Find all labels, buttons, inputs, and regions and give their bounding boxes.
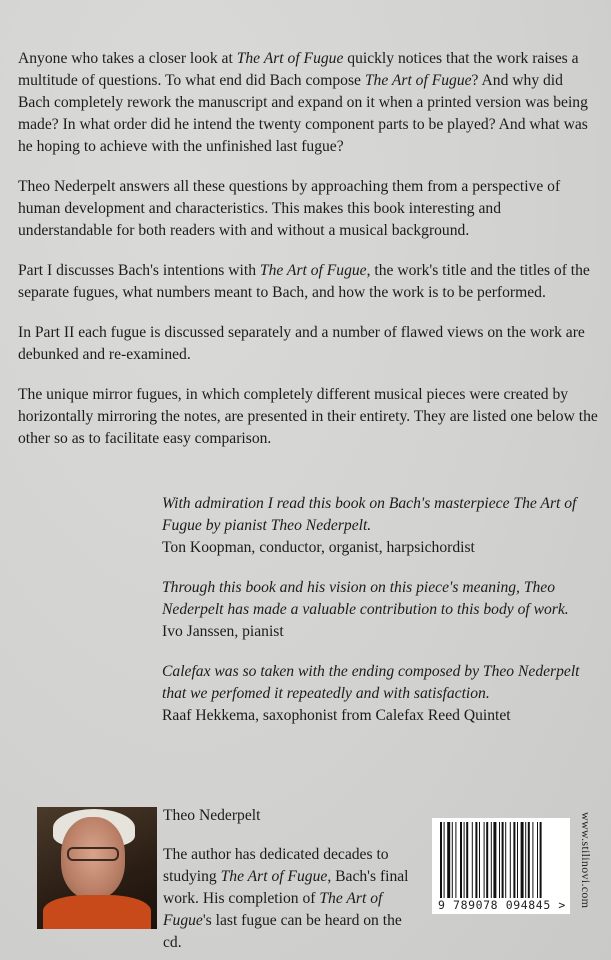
- author-name: Theo Nederpelt: [163, 807, 261, 824]
- barcode-bar: [491, 822, 492, 898]
- barcode-bar: [499, 822, 500, 898]
- barcode-bar: [525, 822, 526, 898]
- barcode-bar: [460, 822, 462, 898]
- blurb-paragraph: [18, 176, 598, 242]
- barcode-bar: [479, 822, 480, 898]
- text-segment: , Bach's final work. His completion of: [163, 868, 409, 907]
- text-segment: The unique mirror fugues, in which completely different musical pieces were created by horizontally mirroring the notes, are presented in their entirety. They are listed one below the other so as to facilitate easy comparison.: [18, 386, 598, 447]
- blurb-paragraph: [18, 260, 598, 304]
- text-segment: In Part II each fugue is discussed separately and a number of flawed views on the work are debunked and re-examined.: [18, 324, 585, 363]
- barcode-bar: [486, 822, 488, 898]
- barcode-bar: [464, 822, 465, 898]
- barcode-bars: [440, 822, 562, 898]
- quote-attribution: Raaf Hekkema, saxophonist from Calefax Reed Quintet: [162, 707, 511, 724]
- barcode-bar: [532, 822, 533, 898]
- barcode-bar: [505, 822, 506, 898]
- book-title-italic: The Art of Fugue: [220, 868, 328, 885]
- quote-attribution: Ton Koopman, conductor, organist, harpsichordist: [162, 539, 475, 556]
- isbn-digits: 9 789078 094845 >: [438, 898, 566, 912]
- text-segment: ? And why did Bach completely rework the manuscript and expand on it when a printed version was being made? In what order did he intend the twenty component parts to be played? And what was he hoping to achieve with the unfinished last fugue?: [18, 72, 588, 155]
- barcode-bar: [472, 822, 473, 898]
- barcode-bar: [502, 822, 504, 898]
- author-photo: [37, 807, 157, 929]
- barcode-bar: [440, 822, 442, 898]
- text-segment: 's last fugue can be heard on the cd.: [163, 912, 402, 951]
- barcode-bar: [521, 822, 524, 898]
- barcode-bar: [452, 822, 453, 898]
- barcode-bar: [513, 822, 515, 898]
- blurb-text: [18, 48, 598, 468]
- text-segment: , the work's title and the titles of the separate fugues, what numbers meant to Bach, and how the work is to be performed.: [18, 262, 590, 301]
- endorsement-quote: [162, 493, 592, 559]
- barcode-bar: [484, 822, 485, 898]
- barcode-bar: [447, 822, 450, 898]
- endorsement-quotes: [162, 493, 592, 745]
- barcode-bar: [444, 822, 445, 898]
- quote-text: With admiration I read this book on Bach's masterpiece The Art of Fugue by pianist Theo Nederpelt.: [162, 495, 577, 534]
- book-title-italic: The Art of Fugue: [163, 890, 383, 929]
- blurb-paragraph: [18, 322, 598, 366]
- book-title-italic: The Art of Fugue: [259, 262, 367, 279]
- blurb-paragraph: [18, 48, 598, 158]
- barcode-bar: [537, 822, 538, 898]
- barcode-bar: [540, 822, 542, 898]
- text-segment: quickly notices that the work raises a multitude of questions. To what end did Bach compose: [18, 50, 579, 89]
- endorsement-quote: [162, 661, 592, 727]
- barcode-bar: [455, 822, 456, 898]
- author-bio: [163, 844, 415, 954]
- barcode-bar: [510, 822, 511, 898]
- quote-text: Through this book and his vision on this piece's meaning, Theo Nederpelt has made a valuable contribution to this body of work.: [162, 579, 569, 618]
- text-segment: The author has dedicated decades to studying: [163, 846, 389, 885]
- book-title-italic: The Art of Fugue: [364, 72, 472, 89]
- endorsement-quote: [162, 577, 592, 643]
- quote-attribution: Ivo Janssen, pianist: [162, 623, 284, 640]
- text-segment: Anyone who takes a closer look at: [18, 50, 237, 67]
- barcode-bar: [466, 822, 468, 898]
- author-photo-shirt: [43, 895, 151, 929]
- quote-text: Calefax was so taken with the ending composed by Theo Nederpelt that we perfomed it repeatedly and with satisfaction.: [162, 663, 580, 702]
- barcode-bar: [517, 822, 518, 898]
- book-title-italic: The Art of Fugue: [236, 50, 344, 67]
- barcode-bar: [475, 822, 477, 898]
- publisher-website: www.stilinovi.com: [579, 812, 593, 909]
- blurb-paragraph: [18, 384, 598, 450]
- barcode-bar: [493, 822, 496, 898]
- author-photo-glasses: [67, 847, 119, 861]
- text-segment: Part I discusses Bach's intentions with: [18, 262, 260, 279]
- barcode-bar: [528, 822, 530, 898]
- text-segment: Theo Nederpelt answers all these questions by approaching them from a perspective of human development and characteristics. This makes this book interesting and understandable for both readers with and without a musical background.: [18, 178, 561, 239]
